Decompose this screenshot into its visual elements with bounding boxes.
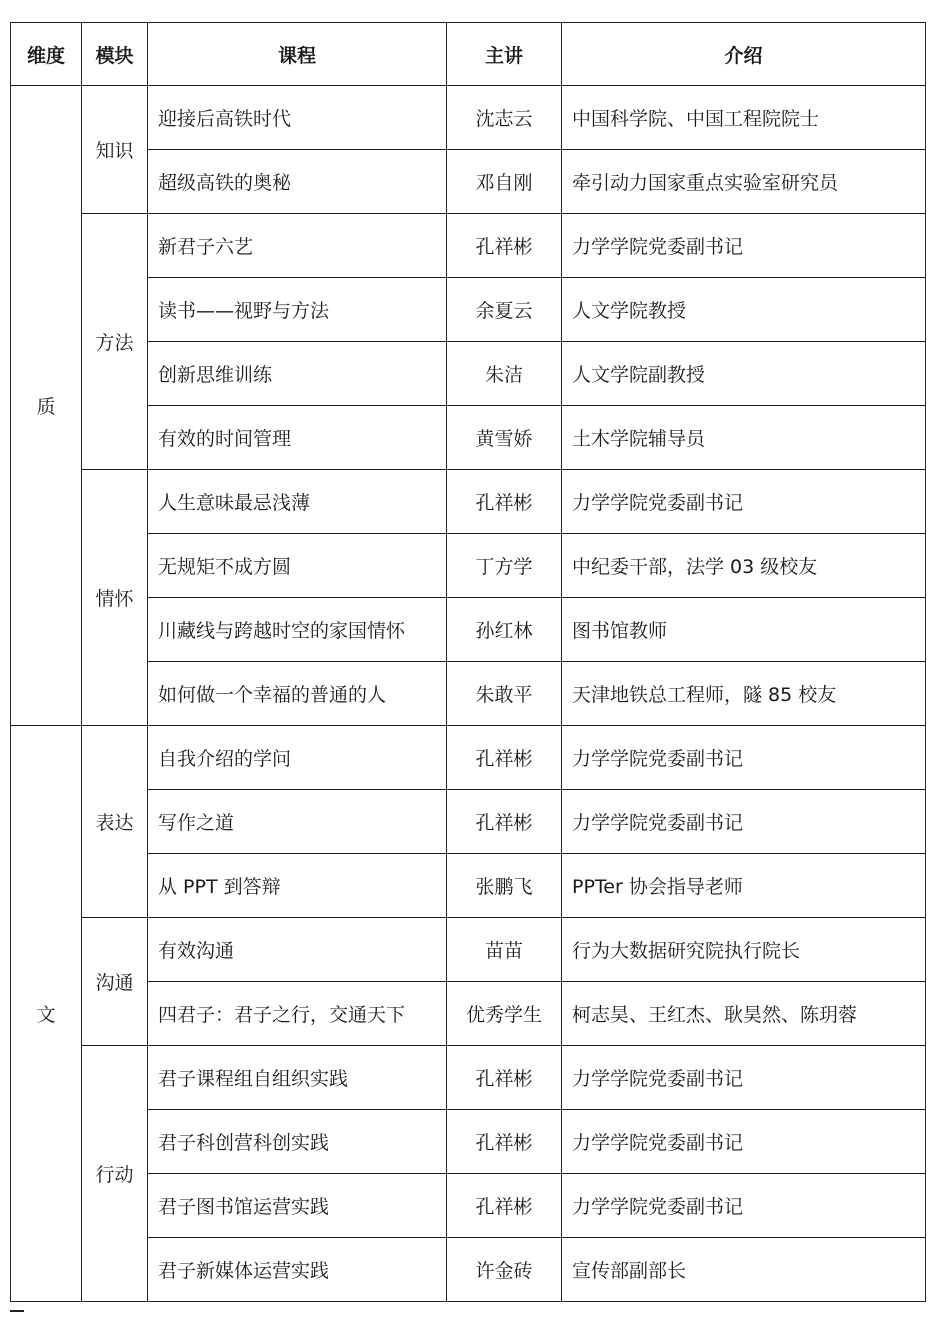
header-intro: 介绍 <box>562 23 926 86</box>
intro-cell: 力学学院党委副书记 <box>562 726 926 790</box>
lecturer-cell: 余夏云 <box>447 278 562 342</box>
intro-cell: 力学学院党委副书记 <box>562 1174 926 1238</box>
intro-cell: 行为大数据研究院执行院长 <box>562 918 926 982</box>
intro-cell: 人文学院副教授 <box>562 342 926 406</box>
course-cell: 写作之道 <box>148 790 447 854</box>
lecturer-cell: 孔祥彬 <box>447 1110 562 1174</box>
course-cell: 如何做一个幸福的普通的人 <box>148 662 447 726</box>
table-row <box>11 726 926 790</box>
intro-cell: 中纪委干部，法学 03 级校友 <box>562 534 926 598</box>
module-cell: 方法 <box>82 214 148 470</box>
header-lecturer: 主讲 <box>447 23 562 86</box>
lecturer-cell: 孔祥彬 <box>447 1046 562 1110</box>
course-cell: 君子科创营科创实践 <box>148 1110 447 1174</box>
lecturer-cell: 朱洁 <box>447 342 562 406</box>
header-module: 模块 <box>82 23 148 86</box>
lecturer-cell: 孔祥彬 <box>447 214 562 278</box>
table-row <box>11 854 926 918</box>
table-row <box>11 598 926 662</box>
lecturer-cell: 孔祥彬 <box>447 790 562 854</box>
course-table <box>10 22 926 1302</box>
intro-cell: PPTer 协会指导老师 <box>562 854 926 918</box>
course-cell: 有效的时间管理 <box>148 406 447 470</box>
table-row <box>11 534 926 598</box>
intro-cell: 柯志昊、王红杰、耿昊然、陈玥蓉 <box>562 982 926 1046</box>
lecturer-cell: 孙红林 <box>447 598 562 662</box>
intro-cell: 力学学院党委副书记 <box>562 1110 926 1174</box>
module-cell: 情怀 <box>82 470 148 726</box>
course-cell: 君子新媒体运营实践 <box>148 1238 447 1302</box>
intro-cell: 力学学院党委副书记 <box>562 1046 926 1110</box>
lecturer-cell: 朱敢平 <box>447 662 562 726</box>
table-row <box>11 278 926 342</box>
lecturer-cell: 张鹏飞 <box>447 854 562 918</box>
table-row <box>11 150 926 214</box>
intro-cell: 力学学院党委副书记 <box>562 790 926 854</box>
course-cell: 人生意味最忌浅薄 <box>148 470 447 534</box>
course-cell: 新君子六艺 <box>148 214 447 278</box>
lecturer-cell: 沈志云 <box>447 86 562 150</box>
table-row <box>11 214 926 278</box>
course-cell: 川藏线与跨越时空的家国情怀 <box>148 598 447 662</box>
intro-cell: 中国科学院、中国工程院院士 <box>562 86 926 150</box>
table-row <box>11 790 926 854</box>
intro-cell: 力学学院党委副书记 <box>562 470 926 534</box>
course-cell: 四君子：君子之行，交通天下 <box>148 982 447 1046</box>
table-row <box>11 918 926 982</box>
course-cell: 读书——视野与方法 <box>148 278 447 342</box>
table-row <box>11 86 926 150</box>
header-dimension: 维度 <box>11 23 82 86</box>
dimension-cell: 文 <box>11 726 82 1302</box>
intro-cell: 力学学院党委副书记 <box>562 214 926 278</box>
lecturer-cell: 孔祥彬 <box>447 470 562 534</box>
table-row <box>11 470 926 534</box>
lecturer-cell: 孔祥彬 <box>447 1174 562 1238</box>
module-cell: 行动 <box>82 1046 148 1302</box>
table-row <box>11 662 926 726</box>
table-row <box>11 1046 926 1110</box>
course-cell: 超级高铁的奥秘 <box>148 150 447 214</box>
lecturer-cell: 邓自刚 <box>447 150 562 214</box>
intro-cell: 图书馆教师 <box>562 598 926 662</box>
course-cell: 有效沟通 <box>148 918 447 982</box>
lecturer-cell: 黄雪娇 <box>447 406 562 470</box>
course-cell: 迎接后高铁时代 <box>148 86 447 150</box>
course-cell: 从 PPT 到答辩 <box>148 854 447 918</box>
course-cell: 创新思维训练 <box>148 342 447 406</box>
module-cell: 沟通 <box>82 918 148 1046</box>
intro-cell: 人文学院教授 <box>562 278 926 342</box>
header-row <box>11 23 926 86</box>
table-row <box>11 406 926 470</box>
table-row <box>11 342 926 406</box>
header-course: 课程 <box>148 23 447 86</box>
table-row <box>11 1110 926 1174</box>
intro-cell: 牵引动力国家重点实验室研究员 <box>562 150 926 214</box>
lecturer-cell: 孔祥彬 <box>447 726 562 790</box>
course-cell: 君子课程组自组织实践 <box>148 1046 447 1110</box>
course-cell: 自我介绍的学问 <box>148 726 447 790</box>
module-cell: 知识 <box>82 86 148 214</box>
intro-cell: 天津地铁总工程师，隧 85 校友 <box>562 662 926 726</box>
table-row <box>11 1174 926 1238</box>
dimension-cell: 质 <box>11 86 82 726</box>
table-row <box>11 1238 926 1302</box>
lecturer-cell: 许金砖 <box>447 1238 562 1302</box>
course-cell: 无规矩不成方圆 <box>148 534 447 598</box>
lecturer-cell: 丁方学 <box>447 534 562 598</box>
table-row <box>11 982 926 1046</box>
intro-cell: 土木学院辅导员 <box>562 406 926 470</box>
intro-cell: 宣传部副部长 <box>562 1238 926 1302</box>
footer-mark <box>10 1310 24 1312</box>
lecturer-cell: 苗苗 <box>447 918 562 982</box>
course-cell: 君子图书馆运营实践 <box>148 1174 447 1238</box>
lecturer-cell: 优秀学生 <box>447 982 562 1046</box>
module-cell: 表达 <box>82 726 148 918</box>
